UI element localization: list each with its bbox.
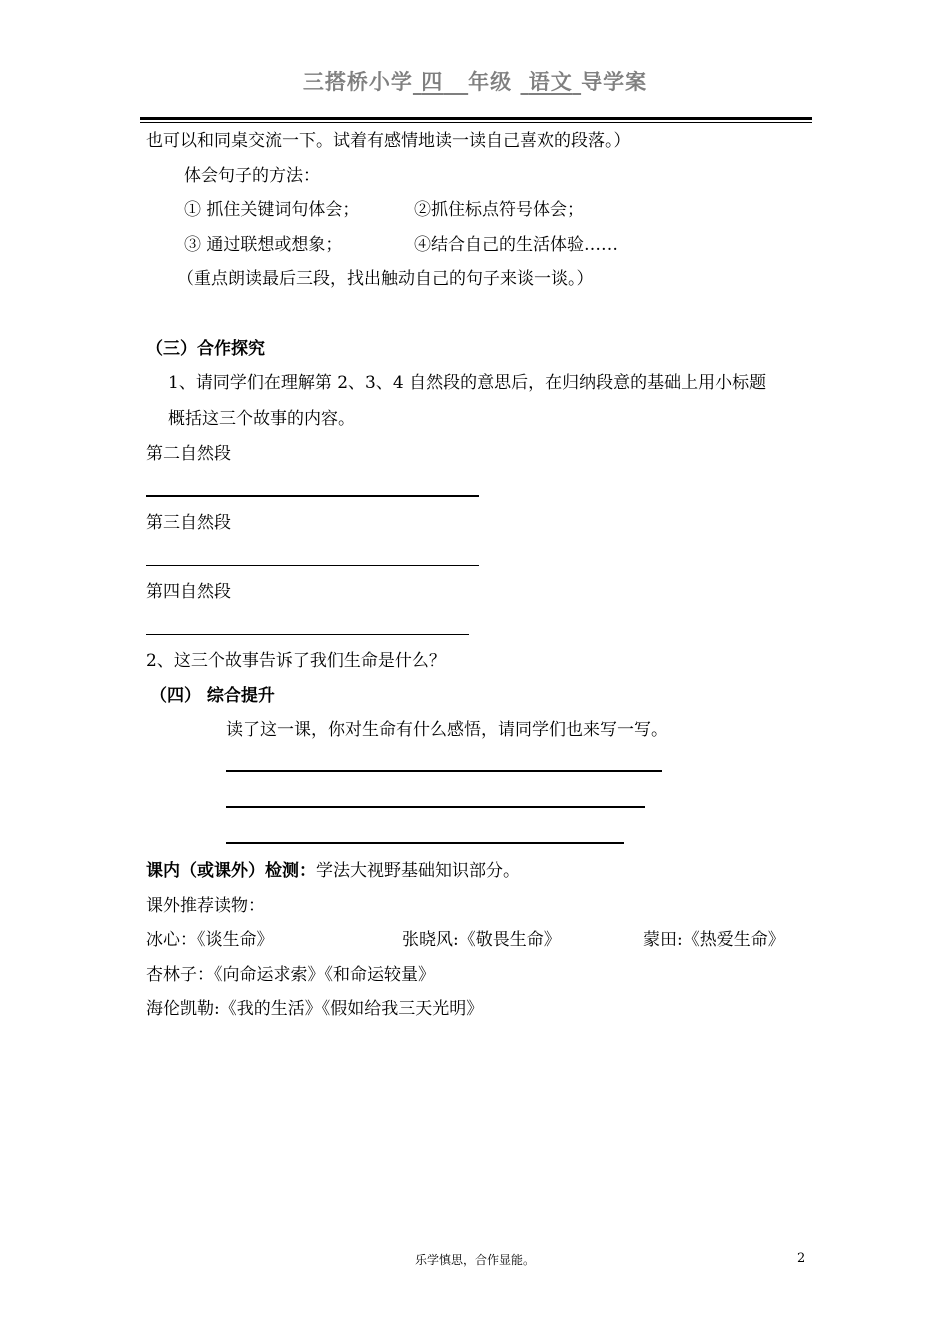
test-line: [146, 860, 520, 882]
question-1-line-1: 1、请同学们在理解第 2、3、4 自然段的意思后，在归纳段意的基础上用小标题: [168, 373, 767, 393]
writing-line-1[interactable]: [226, 770, 662, 772]
reading-item-zhangxiaofeng: 张晓风:《敬畏生命》: [402, 930, 561, 950]
paragraph-4-label: 第四自然段: [146, 582, 231, 602]
method-4: ④结合自己的生活体验……: [414, 235, 618, 255]
answer-line-paragraph-4[interactable]: [146, 634, 469, 635]
school-name: 三搭桥小学: [302, 70, 413, 94]
doc-type: 导学案: [581, 70, 648, 94]
test-label: 课内（或课外）检测：: [146, 861, 316, 881]
paragraph-2-label: 第二自然段: [146, 444, 231, 464]
page-header: [0, 66, 950, 96]
grade-value: 四: [421, 70, 444, 94]
question-1-line-2: 概括这三个故事的内容。: [168, 409, 355, 429]
reading-item-xinglinzi: 杏林子：《向命运求索》《和命运较量》: [146, 965, 435, 985]
header-rule-thick: [140, 117, 812, 120]
reading-note: （重点朗读最后三段，找出触动自己的句子来谈一谈。）: [177, 269, 594, 289]
reading-item-helen-keller: 海伦凯勒:《我的生活》《假如给我三天光明》: [146, 999, 484, 1019]
question-2: 2、这三个故事告诉了我们生命是什么？: [146, 651, 446, 671]
writing-line-2[interactable]: [226, 806, 645, 808]
answer-line-paragraph-2[interactable]: [146, 495, 479, 497]
methods-title: 体会句子的方法：: [184, 166, 320, 186]
intro-line: 也可以和同桌交流一下。试着有感情地读一读自己喜欢的段落。）: [146, 131, 631, 151]
section-4-heading: （四） 综合提升: [150, 686, 275, 706]
subject-value: 语文: [528, 70, 573, 94]
footer-motto: 乐学慎思，合作显能。: [414, 1253, 535, 1267]
grade-suffix: 年级: [468, 70, 513, 94]
section-4-prompt: 读了这一课，你对生命有什么感悟，请同学们也来写一写。: [226, 720, 668, 740]
paragraph-3-label: 第三自然段: [146, 513, 231, 533]
reading-item-montaigne: 蒙田:《热爱生命》: [643, 930, 785, 950]
answer-line-paragraph-3[interactable]: [146, 565, 479, 566]
reading-item-bingxin: 冰心：《谈生命》: [146, 930, 274, 950]
method-3: ③ 通过联想或想象；: [184, 235, 343, 255]
page-number: 2: [797, 1251, 806, 1266]
header-rule-thin: [140, 122, 812, 123]
test-text: 学法大视野基础知识部分。: [316, 861, 520, 881]
writing-line-3[interactable]: [226, 842, 624, 844]
section-3-heading: （三）合作探究: [146, 339, 265, 359]
method-1: ① 抓住关键词句体会；: [184, 200, 360, 220]
method-2: ②抓住标点符号体会；: [414, 200, 584, 220]
reading-list-title: 课外推荐读物：: [146, 896, 265, 916]
